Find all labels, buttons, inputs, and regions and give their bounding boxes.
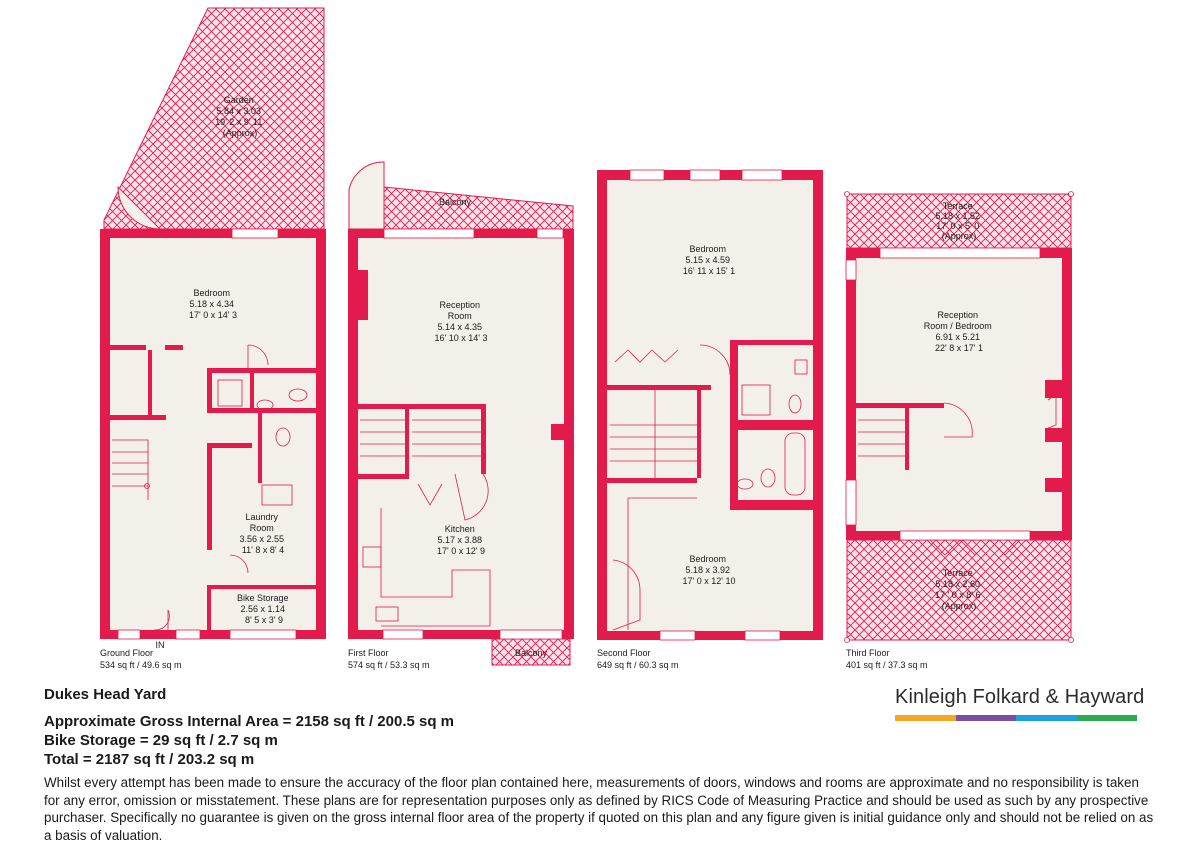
total-area: Total = 2187 sq ft / 203.2 sq m — [44, 751, 255, 768]
top-terrace-label: Terrace 5.18 x 1.52 17' 0 x 5' 0 (Approx) — [935, 201, 981, 241]
ground-floor-plan — [100, 8, 326, 670]
brand-bar-green — [1077, 715, 1138, 721]
first-floor-area: 574 sq ft / 53.3 sq m — [348, 660, 430, 670]
ground-bedroom-label: Bedroom 5.18 x 4.34 17' 0 x 14' 3 — [189, 288, 237, 320]
agency-logo — [895, 686, 1145, 721]
first-floor-interior — [358, 238, 564, 630]
kitchen-label: Kitchen 5.17 x 3.88 17' 0 x 12' 9 — [437, 524, 485, 556]
top-balcony-label: Balcony — [438, 197, 472, 207]
third-floor-plan — [845, 192, 1074, 671]
property-name: Dukes Head Yard — [44, 686, 167, 703]
second-floor-name: Second Floor — [597, 648, 651, 658]
bottom-terrace-label: Terrace 5.18 x 2.60 17 ' 0 x 8' 6 (Approx) — [935, 568, 981, 611]
top-balcony-area — [384, 187, 573, 229]
third-floor-interior — [856, 258, 1062, 531]
second-floor-area: 649 sq ft / 60.3 sq m — [597, 660, 679, 670]
bottom-balcony-label: Balcony — [514, 648, 548, 658]
brand-color-bar — [895, 715, 1137, 721]
garden-area — [104, 8, 324, 229]
brand-bar-blue — [1016, 715, 1077, 721]
third-floor-name: Third Floor — [846, 648, 890, 658]
second-bedroom-2-label: Bedroom 5.18 x 3.92 17' 0 x 12' 10 — [682, 554, 736, 586]
first-floor-name: First Floor — [348, 648, 389, 658]
first-floor-plan — [348, 162, 574, 670]
first-reception-label: Reception Room 5.14 x 4.35 16' 10 x 14' 3 — [434, 300, 488, 343]
bike-storage-label: Bike Storage 2.56 x 1.14 8' 5 x 3' 9 — [236, 593, 289, 625]
second-bedroom-1-label: Bedroom 5.15 x 4.59 16' 11 x 15' 1 — [682, 244, 736, 276]
gross-internal-area: Approximate Gross Internal Area = 2158 sq ft / 200.5 sq m — [44, 713, 455, 730]
agency-name: Kinleigh Folkard & Hayward — [895, 686, 1145, 708]
brand-bar-purple — [956, 715, 1017, 721]
spiral-stair-icon — [349, 162, 384, 229]
laundry-room-label: Laundry Room 3.56 x 2.55 11' 8 x 8' 4 — [239, 512, 285, 555]
third-floor-area: 401 sq ft / 37.3 sq m — [846, 660, 928, 670]
third-reception-label: Reception Room / Bedroom 6.91 x 5.21 22' 8 x 17' 1 — [923, 310, 992, 353]
brand-bar-orange — [895, 715, 956, 721]
ground-floor-name: Ground Floor — [100, 648, 154, 658]
ground-floor-area: 534 sq ft / 49.6 sq m — [100, 660, 182, 670]
entrance-label: IN — [155, 640, 165, 650]
disclaimer-text: Whilst every attempt has been made to ensure the accuracy of the floor plan contained here, measurements of doors, windows and rooms are approximate and no responsibility is taken for any error, omission or misstatement. These plans are for representation purposes only as defined by RICS Code of Measuring Practice and should be used as such by any prospective purchaser. Specifically no guarantee is given on the gross internal floor area of the property if quoted on this plan and any figure given is initial guidance only and should not be relied on as a basis of valuation. — [44, 775, 1154, 843]
second-floor-plan — [597, 170, 823, 670]
bike-storage-area: Bike Storage = 29 sq ft / 2.7 sq m — [44, 732, 278, 749]
garden-label: Garden 5.84 x 3.03 19' 2 x 9' 11 (Approx) — [215, 95, 263, 138]
